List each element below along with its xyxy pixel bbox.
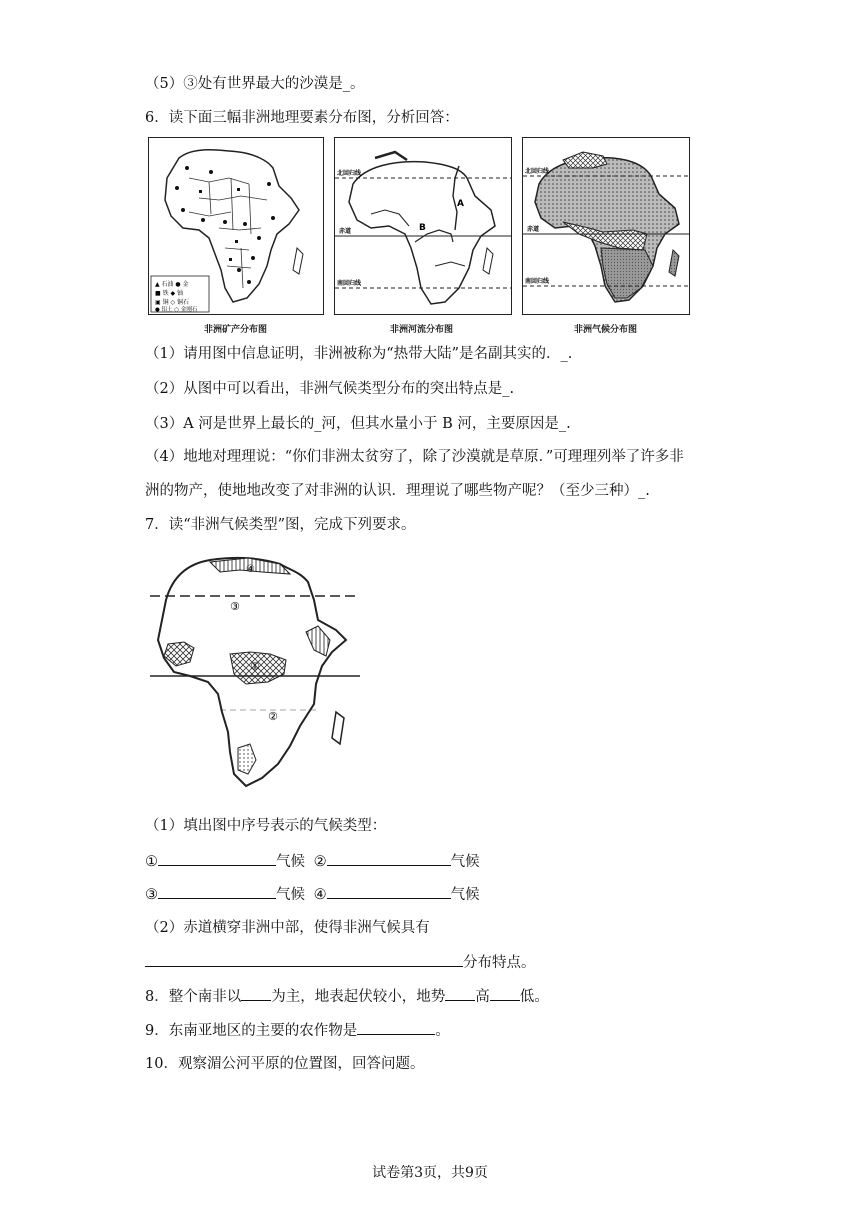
svg-text:● 铝土 ○ 金刚石: ● 铝土 ○ 金刚石 xyxy=(155,307,198,313)
q8-blank-3[interactable] xyxy=(490,986,520,1001)
q8 xyxy=(145,986,549,1007)
q7-sub2: （2）赤道横穿非洲中部，使得非洲气候具有 xyxy=(145,920,430,936)
river-b-label: B xyxy=(419,223,426,233)
climate-label-4: ④ xyxy=(246,564,255,575)
blank-num-1: ① xyxy=(145,854,158,870)
q6-sub4-line1: （4）地地对理理说：“你们非洲太贫穷了，除了沙漠就是草原．”可理理列举了许多非 xyxy=(145,449,684,465)
q7-stem: 7．读“非洲气候类型”图，完成下列要求。 xyxy=(145,517,416,533)
q6-sub4-line2: 洲的物产，使地地改变了对非洲的认识．理理说了哪些物产呢？（至少三种）_. xyxy=(145,483,650,499)
q9-blank[interactable] xyxy=(357,1020,435,1035)
suffix-4: 气候 xyxy=(450,887,480,903)
q6-stem: 6．读下面三幅非洲地理要素分布图，分析回答： xyxy=(145,110,459,126)
answer-blank-3[interactable] xyxy=(158,884,276,899)
africa-rivers-map xyxy=(334,137,512,315)
q8-blank-1[interactable] xyxy=(241,986,271,1001)
q8-part-d: 低。 xyxy=(519,989,549,1005)
africa-minerals-map xyxy=(148,137,324,315)
answer-blank-1[interactable] xyxy=(158,851,276,866)
climate-label-3: ③ xyxy=(230,600,240,613)
climate-tropic-cancer-label: 北回归线 xyxy=(525,168,550,175)
equator-label: 赤道 xyxy=(339,228,352,235)
suffix-1: 气候 xyxy=(276,854,305,870)
map3-caption: 非洲气候分布图 xyxy=(573,325,637,335)
svg-text:▲ 石油 ● 金: ▲ 石油 ● 金 xyxy=(155,281,189,288)
q8-part-c: 高 xyxy=(475,989,490,1005)
blank-num-4: ④ xyxy=(313,887,327,903)
q8-part-b: 为主，地表起伏较小，地势 xyxy=(271,989,446,1005)
svg-text:■ 铁 ◆ 铀: ■ 铁 ◆ 铀 xyxy=(155,290,184,297)
map1-caption: 非洲矿产分布图 xyxy=(203,325,267,335)
q9 xyxy=(145,1020,450,1041)
q6-sub1: （1）请用图中信息证明，非洲被称为“热带大陆”是名副其实的．_. xyxy=(145,346,573,362)
answer-blank-2[interactable] xyxy=(327,851,451,866)
tropic-cancer-label: 北回归线 xyxy=(337,170,362,177)
answer-blank-4[interactable] xyxy=(327,884,451,899)
q9-part-a: 9．东南亚地区的主要的农作物是 xyxy=(145,1023,358,1039)
q10: 10．观察湄公河平原的位置图，回答问题。 xyxy=(145,1056,425,1072)
q7-sub1: （1）填出图中序号表示的气候类型： xyxy=(145,818,387,834)
q8-part-a: 8．整个南非以 xyxy=(145,989,242,1005)
q6-sub2: （2）从图中可以看出，非洲气候类型分布的突出特点是_. xyxy=(145,381,515,397)
river-a-label: A xyxy=(457,199,464,209)
blank-num-2: ② xyxy=(313,854,327,870)
suffix-3: 气候 xyxy=(276,887,305,903)
climate-tropic-capricorn-label: 南回归线 xyxy=(525,278,550,285)
q7-row1 xyxy=(145,851,480,872)
q7-row2 xyxy=(145,884,480,905)
q7-sub2-tail: 分布特点。 xyxy=(463,955,536,971)
answer-blank-5[interactable] xyxy=(145,952,463,967)
q6-sub3: （3）A 河是世界上最长的_河，但其水量小于 B 河，主要原因是_. xyxy=(145,416,571,432)
map2-caption: 非洲河流分布图 xyxy=(389,325,453,335)
tropic-capricorn-label: 南回归线 xyxy=(337,280,362,287)
page-footer: 试卷第3页，共9页 xyxy=(372,1165,488,1181)
blank-num-3: ③ xyxy=(145,887,158,903)
africa-climate-map xyxy=(522,137,690,315)
africa-climate-types-map xyxy=(150,548,360,798)
q9-part-b: 。 xyxy=(435,1023,450,1039)
q5-sub5: （5）③处有世界最大的沙漠是_。 xyxy=(145,76,365,92)
climate-label-1: ① xyxy=(250,660,260,673)
q7-sub2-line2 xyxy=(145,952,536,973)
climate-equator-label: 赤道 xyxy=(527,226,540,233)
q8-blank-2[interactable] xyxy=(445,986,475,1001)
climate-label-2: ② xyxy=(268,710,278,723)
suffix-2: 气候 xyxy=(450,854,480,870)
svg-text:▣ 铜 ◇ 铜石: ▣ 铜 ◇ 铜石 xyxy=(155,299,190,306)
